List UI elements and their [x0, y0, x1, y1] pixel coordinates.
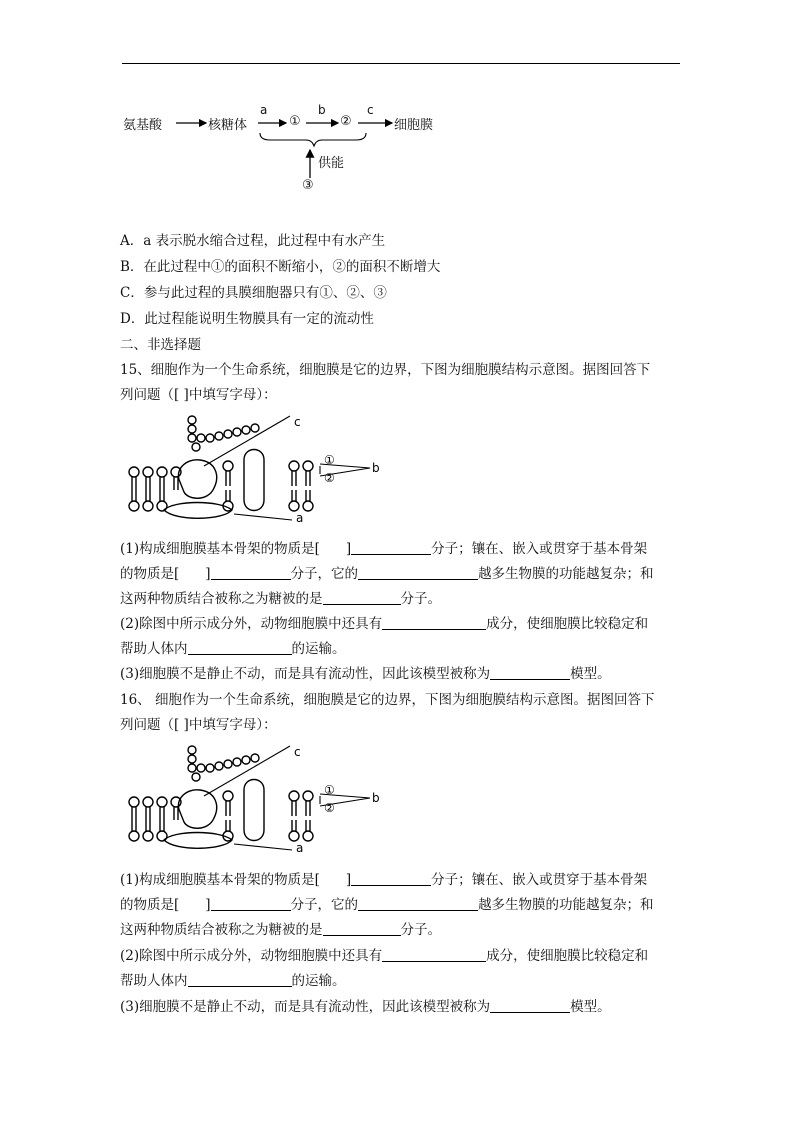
- q15-glycan-chain: [188, 416, 259, 451]
- q16-label-1: ①: [324, 783, 335, 797]
- q16-text: 模型。: [570, 999, 611, 1015]
- q16-text: 分子。: [400, 922, 441, 938]
- q15-sub2-line-1: [120, 614, 648, 634]
- q15-text: 分子；镶在、嵌入或贯穿于基本骨架: [431, 541, 648, 557]
- q16-sub1-line-1: [120, 870, 647, 890]
- q16-text: 的运输。: [291, 973, 346, 989]
- option-d: D．此过程能说明生物膜具有一定的流动性: [120, 311, 374, 327]
- q16-label-2: ②: [324, 801, 335, 815]
- q15-label-c: c: [294, 415, 301, 429]
- flow-ribosome: 核糖体: [208, 118, 248, 133]
- flow-label-b: b: [318, 103, 326, 117]
- q16-intro-line-2: 列问题（[ ]中填写字母）：: [120, 717, 277, 733]
- q16-sub2-line-1: [120, 946, 648, 966]
- q16-sub1-line-2: [120, 895, 654, 915]
- q15-sub2-line-2: [120, 639, 346, 659]
- q16-text: 分子；镶在、嵌入或贯穿于基本骨架: [431, 872, 648, 888]
- q15-text: ]: [205, 566, 211, 582]
- q16-blank-7[interactable]: [490, 998, 570, 1013]
- q16-text: 分子，它的: [290, 897, 359, 913]
- q15-sub3-line-1: [120, 664, 611, 684]
- q16-label-b: b: [372, 791, 380, 805]
- q16-text: (2)除图中所示成分外，动物细胞膜中还具有: [120, 948, 383, 964]
- q16-membrane-svg: [124, 740, 388, 852]
- q15-blank-2[interactable]: [211, 565, 291, 580]
- q16-sub3-line-1: [120, 997, 611, 1017]
- q16-blank-3[interactable]: [358, 896, 478, 911]
- q15-blank-5[interactable]: [382, 615, 486, 630]
- option-a: A．a 表示脱水缩合过程，此过程中有水产生: [120, 233, 386, 249]
- q15-text: (3)细胞膜不是静止不动，而是具有流动性，因此该模型被称为: [120, 666, 491, 682]
- flow-label-c: c: [367, 103, 374, 117]
- q15-text: 的物质是[: [120, 566, 180, 582]
- q15-text: 帮助人体内: [120, 641, 188, 657]
- q15-text: 分子。: [400, 591, 441, 607]
- q15-text: 成分，使细胞膜比较稳定和: [486, 616, 649, 632]
- q15-text: 越多生物膜的功能越复杂；和: [478, 566, 654, 582]
- q15-text: ]: [345, 541, 352, 557]
- q15-phospholipids-bottom: [129, 490, 313, 511]
- q15-label-a: a: [296, 511, 304, 522]
- q15-text: 这两种物质结合被称之为糖被的是: [120, 591, 323, 607]
- q15-label-2: ②: [324, 471, 335, 485]
- q15-label-1: ①: [324, 453, 335, 467]
- q16-intro-line-1: 16、 细胞作为一个生命系统，细胞膜是它的边界，下图为细胞膜结构示意图。据图回答下: [120, 692, 655, 708]
- q16-phospholipids-top: [129, 791, 313, 820]
- q16-membrane-diagram: [124, 740, 388, 852]
- q15-protein-transmembrane: [244, 450, 264, 511]
- q16-label-a: a: [296, 841, 304, 852]
- q15-sub1-line-2: [120, 564, 654, 584]
- q15-protein-globular: [178, 460, 216, 498]
- q16-protein-peripheral: [164, 833, 232, 849]
- q16-blank-6[interactable]: [188, 972, 292, 987]
- q16-text: 成分，使细胞膜比较稳定和: [486, 948, 649, 964]
- q16-phospholipids-bottom: [129, 820, 313, 841]
- flow-energy-supply: 供能: [318, 156, 345, 171]
- q15-blank-7[interactable]: [490, 665, 570, 680]
- q15-blank-4[interactable]: [323, 590, 401, 605]
- q16-text: ]: [205, 897, 211, 913]
- q16-protein-transmembrane: [244, 780, 264, 841]
- q16-blank-4[interactable]: [323, 921, 401, 936]
- q15-membrane-svg: [124, 410, 388, 522]
- q16-blank-1[interactable]: [351, 871, 431, 886]
- q15-sub1-line-1: [120, 539, 647, 559]
- q16-sub1-line-3: [120, 920, 441, 940]
- q15-phospholipids-top: [129, 461, 313, 490]
- q16-sub2-line-2: [120, 971, 346, 991]
- secretion-flow-diagram: [120, 100, 460, 200]
- q15-text: 模型。: [570, 666, 611, 682]
- q16-text: (3)细胞膜不是静止不动，而是具有流动性，因此该模型被称为: [120, 999, 491, 1015]
- flow-label-a: a: [260, 103, 268, 117]
- q15-label-b: b: [372, 461, 380, 475]
- flow-cell-membrane: 细胞膜: [394, 118, 434, 133]
- q15-text: 的运输。: [291, 641, 346, 657]
- q16-text: 帮助人体内: [120, 973, 188, 989]
- flow-organelle-2: ②: [340, 114, 352, 129]
- q16-text: (1)构成细胞膜基本骨架的物质是[: [120, 872, 320, 888]
- q16-glycan-chain: [188, 746, 259, 781]
- q15-intro-line-1: 15、细胞作为一个生命系统，细胞膜是它的边界，下图为细胞膜结构示意图。据图回答下: [120, 362, 651, 378]
- option-b: B．在此过程中①的面积不断缩小，②的面积不断增大: [120, 259, 441, 275]
- flow-organelle-3: ③: [302, 178, 314, 193]
- option-c: C．参与此过程的具膜细胞器只有①、②、③: [120, 285, 387, 301]
- q15-text: (2)除图中所示成分外，动物细胞膜中还具有: [120, 616, 383, 632]
- q15-protein-peripheral: [164, 503, 232, 519]
- q15-text: (1)构成细胞膜基本骨架的物质是[: [120, 541, 320, 557]
- q16-blank-5[interactable]: [382, 947, 486, 962]
- q15-blank-1[interactable]: [351, 540, 431, 555]
- q16-protein-globular: [178, 790, 216, 828]
- q16-text: 越多生物膜的功能越复杂；和: [478, 897, 654, 913]
- q15-text: 分子，它的: [290, 566, 359, 582]
- q16-text: 这两种物质结合被称之为糖被的是: [120, 922, 323, 938]
- q15-sub1-line-3: [120, 589, 441, 609]
- q15-membrane-diagram: [124, 410, 388, 522]
- q15-intro-line-2: 列问题（[ ]中填写字母）：: [120, 387, 277, 403]
- q16-blank-2[interactable]: [211, 896, 291, 911]
- section-title: 二、非选择题: [120, 337, 201, 353]
- flow-amino-acid: 氨基酸: [123, 118, 163, 133]
- q15-blank-6[interactable]: [188, 640, 292, 655]
- q16-text: 的物质是[: [120, 897, 180, 913]
- header-rule: [122, 63, 680, 64]
- q16-label-c: c: [294, 745, 301, 759]
- q16-text: ]: [345, 872, 352, 888]
- flow-organelle-1: ①: [289, 114, 301, 129]
- q15-blank-3[interactable]: [358, 565, 478, 580]
